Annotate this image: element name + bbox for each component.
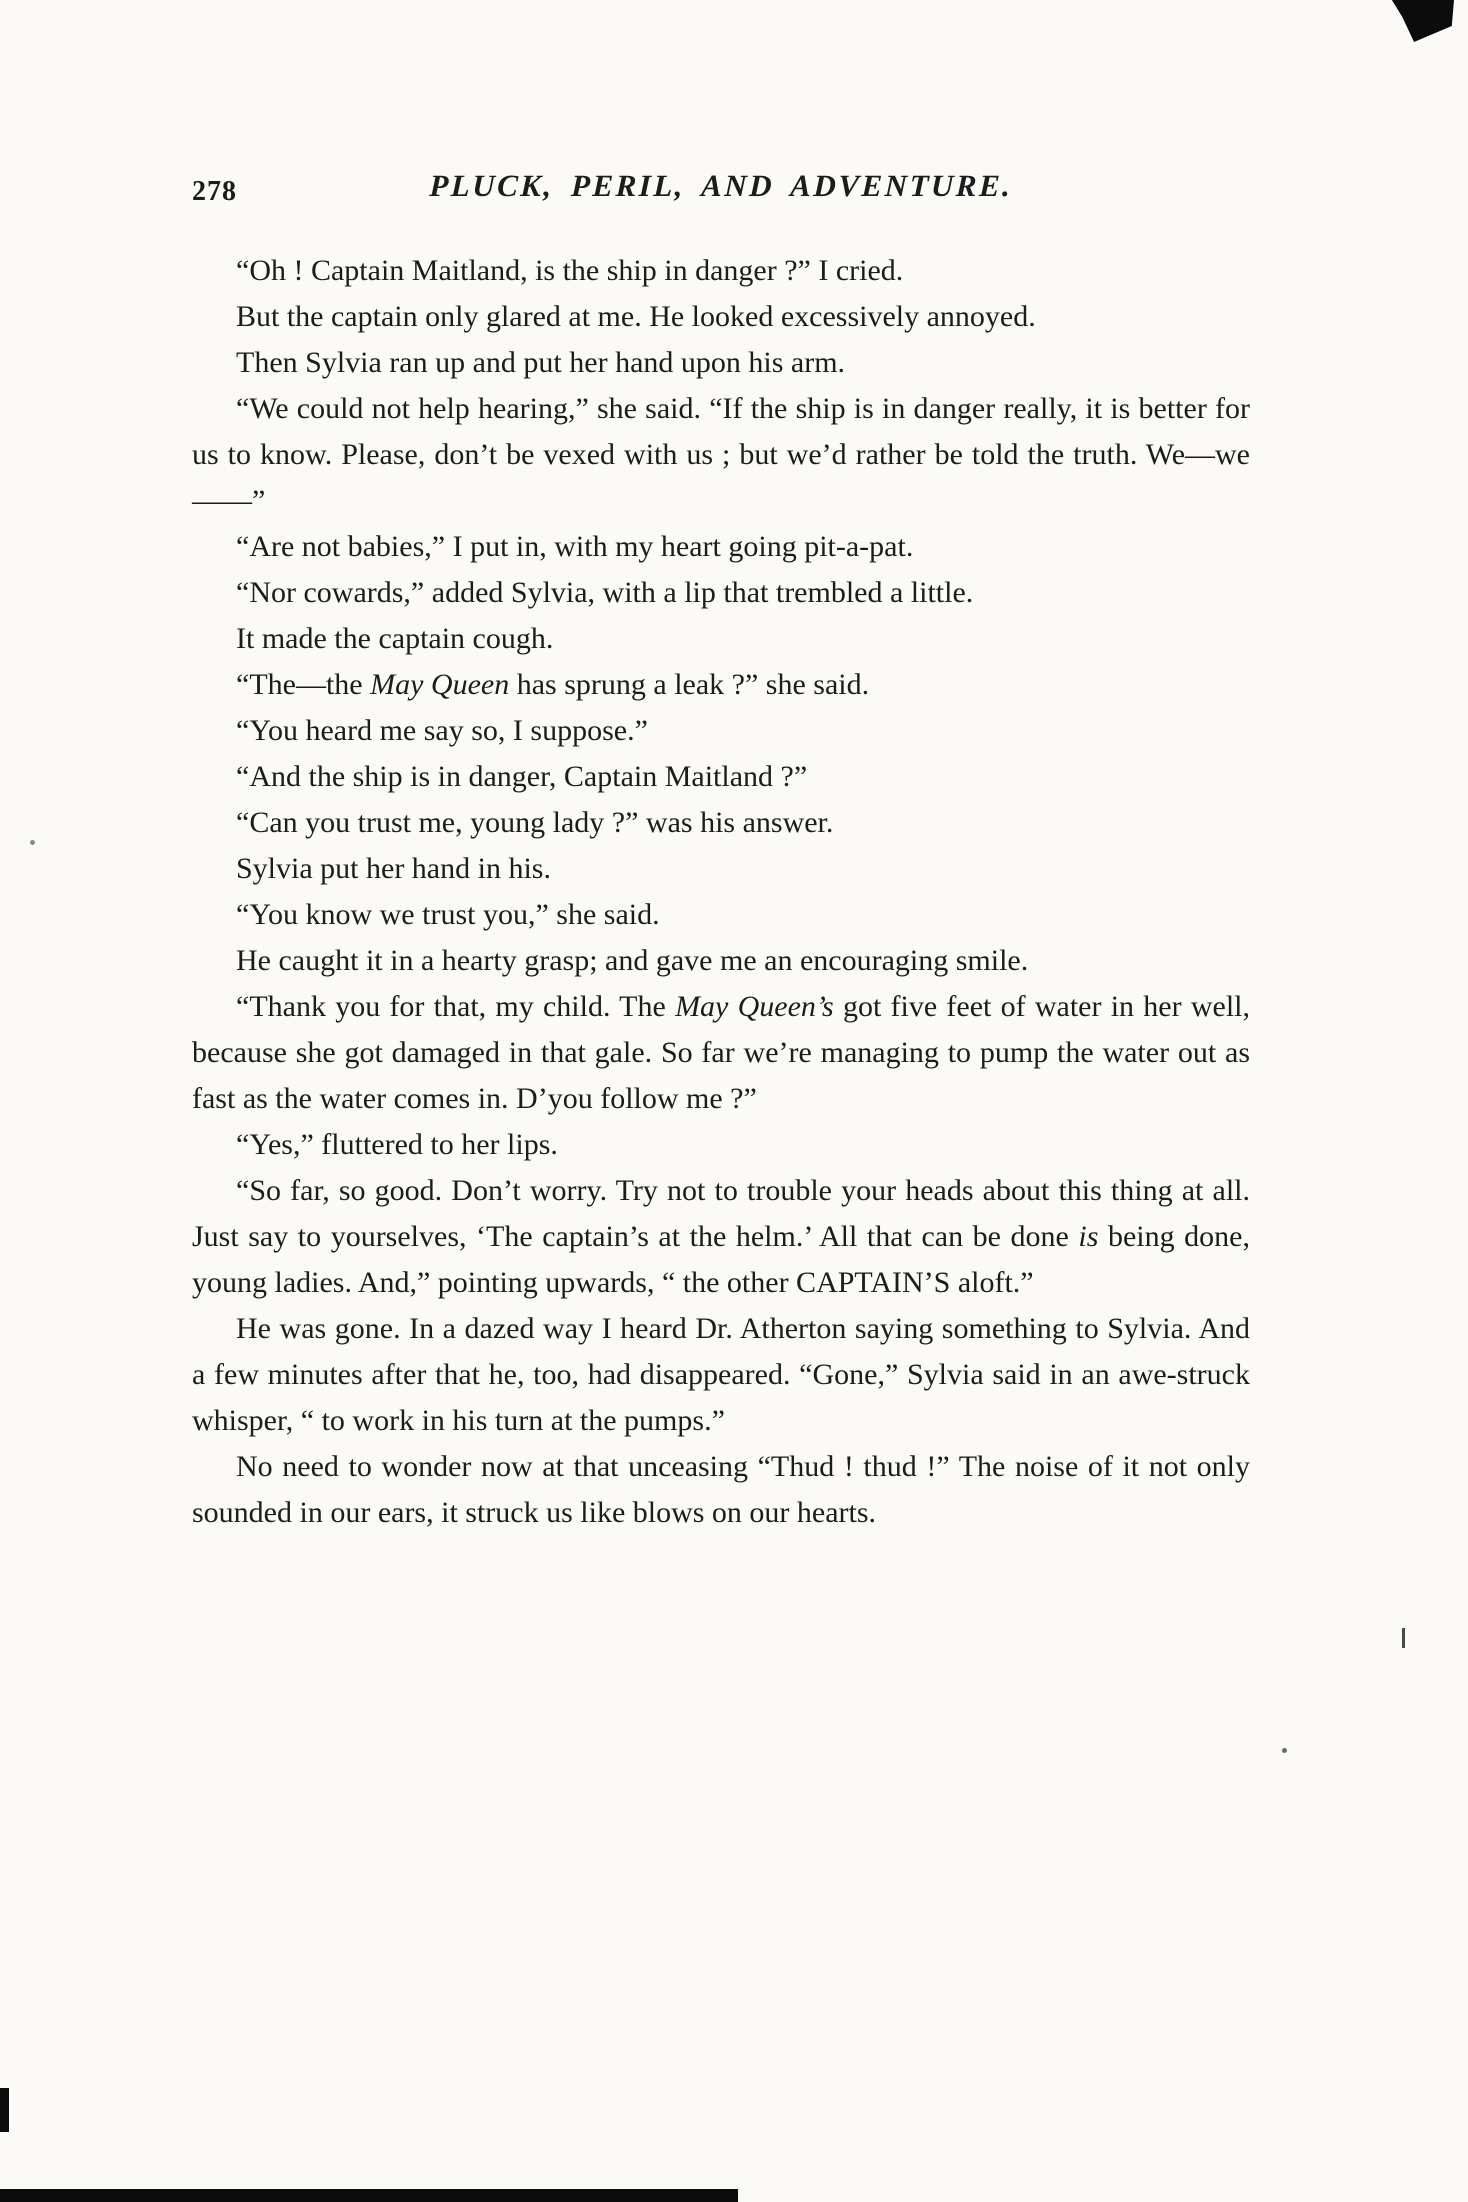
paragraph <box>192 800 1250 846</box>
text-segment: “Oh ! Captain Maitland, is the ship in danger ?” I cried. <box>236 254 904 287</box>
paragraph <box>192 248 1250 294</box>
page-body <box>192 248 1250 1536</box>
paragraph <box>192 1444 1250 1536</box>
paragraph <box>192 892 1250 938</box>
text-segment: No need to wonder now at that unceasing “Thud ! thud !” The noise of it not only sounded in our ears, it struck us like blows on our hearts. <box>192 1450 1250 1529</box>
text-segment: But the captain only glared at me. He looked excessively annoyed. <box>236 300 1036 333</box>
text-segment: got five feet of water in her well, because she got damaged in that gale. So far we’re managing to pump the water out as fast as the water comes in. D’you follow me ?” <box>192 990 1251 1115</box>
scan-speck <box>1402 1628 1405 1648</box>
text-segment: being done, young ladies. And,” pointing upwards, “ the other CAPTAIN’S aloft.” <box>192 1220 1250 1299</box>
text-segment: “Thank you for that, my child. The <box>236 990 676 1023</box>
text-segment: He was gone. In a dazed way I heard Dr. Atherton saying something to Sylvia. And a few minutes after that he, too, had disappeared. “Gone,” Sylvia said in an awe-struck whisper, “ to work in his turn at the pumps.” <box>192 1312 1250 1437</box>
paragraph <box>192 938 1250 984</box>
paragraph <box>192 1306 1250 1444</box>
paragraph <box>192 846 1250 892</box>
italic-text: May Queen <box>370 668 510 701</box>
text-segment: “Nor cowards,” added Sylvia, with a lip that trembled a little. <box>236 576 974 609</box>
text-segment: “You know we trust you,” she said. <box>236 898 660 931</box>
text-segment: “Can you trust me, young lady ?” was his answer. <box>236 806 834 839</box>
text-segment: “The—the <box>236 668 371 701</box>
paragraph <box>192 662 1250 708</box>
paragraph <box>192 754 1250 800</box>
paragraph <box>192 1168 1250 1306</box>
paragraph <box>192 708 1250 754</box>
scan-speck <box>30 840 35 845</box>
paragraph <box>192 984 1250 1122</box>
scan-artifact-bottom-edge <box>0 2189 738 2202</box>
page-number: 278 <box>192 176 237 207</box>
paragraph <box>192 340 1250 386</box>
text-segment: He caught it in a hearty grasp; and gave me an encouraging smile. <box>236 944 1029 977</box>
paragraph <box>192 1122 1250 1168</box>
text-segment: “So far, so good. Don’t worry. Try not to trouble your heads about this thing at all. Just say to yourselves, ‘The captain’s at the helm.’ All that can be done <box>192 1174 1250 1253</box>
text-segment: “You heard me say so, I suppose.” <box>236 714 648 747</box>
text-segment: Sylvia put her hand in his. <box>236 852 551 885</box>
scan-speck <box>1282 1748 1287 1753</box>
paragraph <box>192 524 1250 570</box>
text-block <box>192 168 1250 1536</box>
italic-text: is <box>1078 1220 1099 1253</box>
text-segment: “Are not babies,” I put in, with my heart going pit-a-pat. <box>236 530 914 563</box>
running-title: PLUCK, PERIL, AND ADVENTURE. <box>428 168 1014 203</box>
text-segment: “We could not help hearing,” she said. “If the ship is in danger really, it is better for us to know. Please, don’t be vexed with us ; but we’d rather be told the truth. We—we——” <box>192 392 1250 517</box>
text-segment: “And the ship is in danger, Captain Maitland ?” <box>236 760 808 793</box>
text-segment: has sprung a leak ?” she said. <box>509 668 870 701</box>
text-segment: Then Sylvia ran up and put her hand upon his arm. <box>236 346 846 379</box>
page-header <box>192 168 1250 218</box>
text-segment: “Yes,” fluttered to her lips. <box>236 1128 558 1161</box>
paragraph <box>192 294 1250 340</box>
paragraph <box>192 616 1250 662</box>
scan-artifact-left-edge <box>0 2088 9 2132</box>
italic-text: May Queen’s <box>675 990 834 1023</box>
text-segment: It made the captain cough. <box>236 622 554 655</box>
scan-artifact-corner-triangle <box>1380 0 1454 42</box>
paragraph <box>192 570 1250 616</box>
paragraph <box>192 386 1250 524</box>
